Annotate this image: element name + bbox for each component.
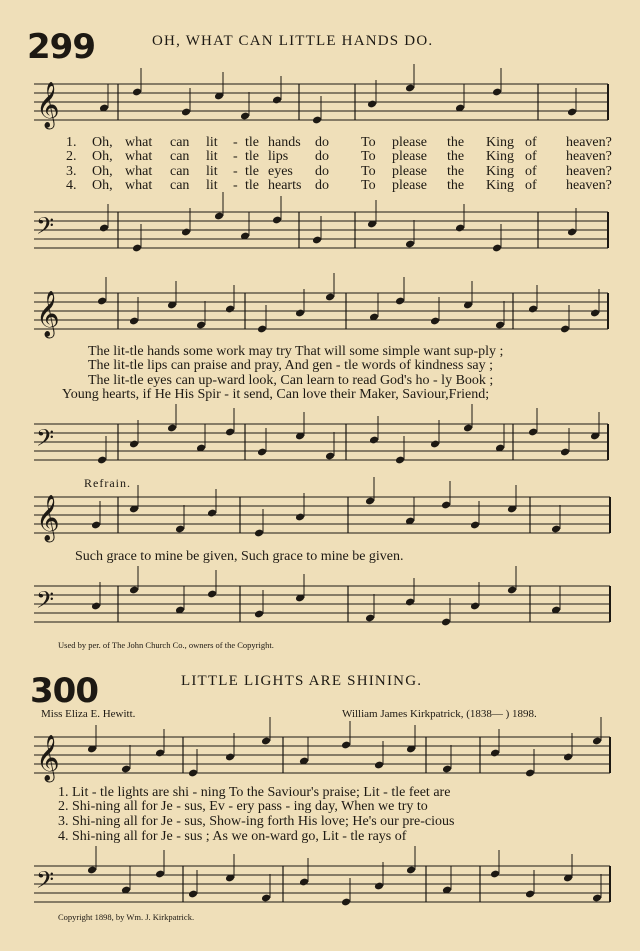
lyric-syllable: heaven?	[566, 164, 612, 179]
lyric-syllable: 1.	[66, 135, 77, 150]
verse-line-4: 4. Shi-ning all for Je - sus ; As we on-ward go, Lit - tle rays of	[58, 829, 407, 844]
copyright: Copyright 1898, by Wm. J. Kirkpatrick.	[58, 912, 195, 922]
lyric-syllable: heaven?	[566, 149, 612, 164]
verse-line-1: The lit-tle hands some work may try That will some simple want sup-ply ;	[88, 344, 504, 359]
lyric-syllable: heaven?	[566, 178, 612, 193]
lyric-syllable: the	[447, 149, 465, 164]
lyric-syllable: tle	[245, 149, 259, 164]
lyric-syllable: lit	[206, 135, 218, 150]
lyric-syllable: what	[125, 135, 153, 150]
lyric-syllable: To	[361, 164, 376, 179]
lyric-syllable: can	[170, 178, 190, 193]
lyric-syllable: -	[233, 135, 238, 150]
lyric-syllable: what	[125, 178, 153, 193]
lyric-syllable: To	[361, 178, 376, 193]
lyric-syllable: what	[125, 164, 153, 179]
lyric-syllable: To	[361, 135, 376, 150]
composer-credit: William James Kirkpatrick, (1838— ) 1898.	[342, 708, 537, 720]
refrain-label: Refrain.	[84, 476, 131, 490]
lyric-syllable: please	[392, 178, 427, 193]
lyric-syllable: do	[315, 178, 329, 193]
lyric-syllable: lit	[206, 178, 218, 193]
lyric-syllable: can	[170, 135, 190, 150]
treble-clef-icon: 𝄞	[36, 735, 60, 781]
lyric-syllable: the	[447, 135, 465, 150]
lyric-syllable: lit	[206, 149, 218, 164]
bass-clef-icon: 𝄢	[36, 424, 55, 457]
lyric-syllable: of	[525, 178, 537, 193]
lyric-syllable: of	[525, 149, 537, 164]
lyric-syllable: King	[486, 164, 514, 179]
hymn-title: LITTLE LIGHTS ARE SHINING.	[181, 673, 423, 689]
hymn-title: OH, WHAT CAN LITTLE HANDS DO.	[152, 33, 434, 49]
lyric-syllable: please	[392, 135, 427, 150]
treble-clef-icon: 𝄞	[36, 291, 60, 337]
hymn-number: 299	[27, 27, 95, 67]
lyric-syllable: Oh,	[92, 149, 113, 164]
lyric-syllable: please	[392, 164, 427, 179]
lyric-syllable: of	[525, 164, 537, 179]
lyric-syllable: Oh,	[92, 135, 113, 150]
bass-clef-icon: 𝄢	[36, 866, 55, 899]
lyric-syllable: 3.	[66, 164, 77, 179]
treble-clef-icon: 𝄞	[36, 82, 60, 128]
staff-lines	[34, 82, 610, 902]
lyric-syllable: 2.	[66, 149, 77, 164]
lyric-syllable: Oh,	[92, 178, 113, 193]
lyric-syllable: can	[170, 149, 190, 164]
lyric-syllable: the	[447, 178, 465, 193]
lyric-syllable: of	[525, 135, 537, 150]
lyric-syllable: what	[125, 149, 153, 164]
verse-line-3: 3. Shi-ning all for Je - sus, Show-ing forth His love; He's our pre-cious	[58, 814, 455, 829]
lyric-syllable: tle	[245, 164, 259, 179]
verse-line-4: Young hearts, if He His Spir - it send, Can love their Maker, Saviour,Friend;	[62, 387, 490, 402]
bass-clef-icon: 𝄢	[36, 212, 55, 245]
verse-line-1: 1. Lit - tle lights are shi - ning To the Saviour's praise; Lit - tle feet are	[58, 785, 451, 800]
verse-line-2: 2. Shi-ning all for Je - sus, Ev - ery pass - ing day, When we try to	[58, 799, 428, 814]
lyric-syllable: To	[361, 149, 376, 164]
lyric-syllable: hands	[268, 135, 301, 150]
refrain-lyric: Such grace to mine be given, Such grace to mine be given.	[75, 549, 404, 564]
lyric-syllable: hearts	[268, 178, 302, 193]
lyric-syllable: Oh,	[92, 164, 113, 179]
lyric-syllable: -	[233, 149, 238, 164]
lyric-syllable: heaven?	[566, 135, 612, 150]
lyric-syllable: tle	[245, 178, 259, 193]
lyric-syllable: do	[315, 164, 329, 179]
lyric-syllable: 4.	[66, 178, 77, 193]
treble-clef-icon: 𝄞	[36, 495, 60, 541]
lyric-syllable: -	[233, 178, 238, 193]
lyric-syllable: can	[170, 164, 190, 179]
lyric-syllable: the	[447, 164, 465, 179]
lyric-syllable: lips	[268, 149, 289, 164]
lyric-syllable: do	[315, 135, 329, 150]
lyric-syllable: King	[486, 135, 514, 150]
lyric-syllable: please	[392, 149, 427, 164]
lyric-syllable: King	[486, 149, 514, 164]
footnote: Used by per. of The John Church Co., owners of the Copyright.	[58, 640, 274, 650]
verse-line-2: The lit-tle lips can praise and pray, And gen - tle words of kindness say ;	[88, 358, 493, 373]
lyric-syllable: do	[315, 149, 329, 164]
lyric-syllable: -	[233, 164, 238, 179]
lyric-syllable: lit	[206, 164, 218, 179]
verse-line-3: The lit-tle eyes can up-ward look, Can learn to read God's ho - ly Book ;	[88, 373, 494, 388]
hymn-number: 300	[30, 671, 98, 711]
author-credit: Miss Eliza E. Hewitt.	[41, 708, 136, 720]
lyric-syllable: eyes	[268, 164, 293, 179]
lyric-syllable: King	[486, 178, 514, 193]
lyric-syllable: tle	[245, 135, 259, 150]
bass-clef-icon: 𝄢	[36, 586, 55, 619]
